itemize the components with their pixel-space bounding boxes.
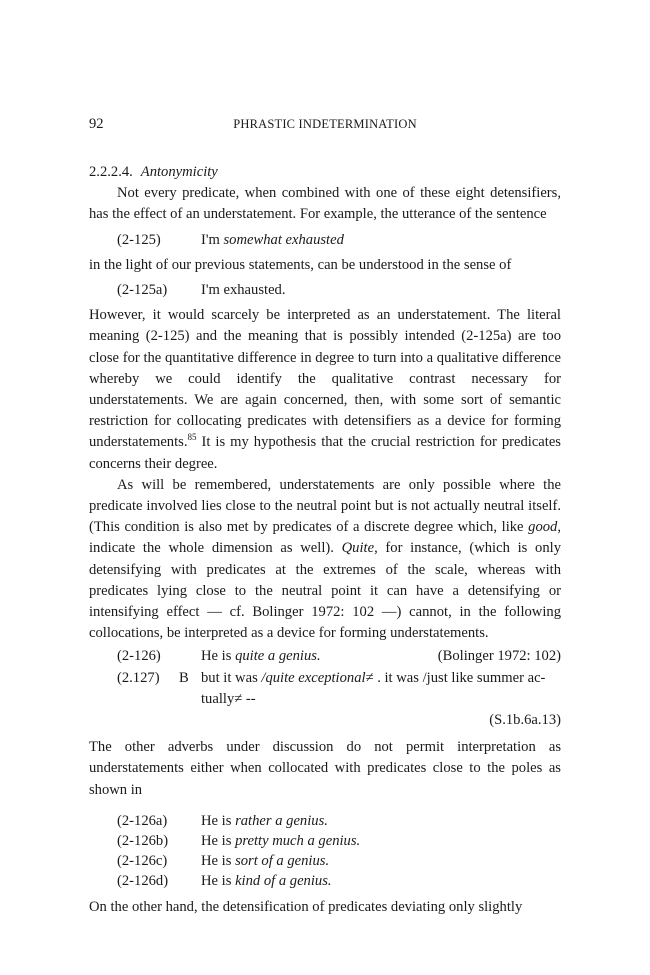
paragraph-5: On the other hand, the detensification of predicates deviating only slightly [89, 898, 523, 915]
example-2-125 [89, 230, 561, 251]
paragraph-1: Not every predicate, when combined with one of these eight detensifiers, has the effect of an understatement. For example, the utterance of the sentence [89, 185, 561, 223]
section-number: 2.2.2.4. [89, 164, 133, 180]
example-text-plain: He is [201, 812, 236, 829]
example-text: I'm exhausted. [201, 282, 286, 299]
example-text-plain: He is [201, 832, 236, 849]
example-2-126c [117, 851, 561, 871]
example-text-plain: but it was [201, 669, 262, 686]
example-text-italic: /quite exceptional≠ [261, 669, 374, 686]
example-text [201, 230, 561, 251]
example-number: (2-125a) [117, 282, 168, 299]
examples-2-126a-d [89, 811, 561, 891]
examples-2-126-2-127 [89, 646, 561, 731]
example-text [201, 831, 360, 851]
example-number: (2-125) [117, 231, 161, 248]
example-2-125a [89, 280, 561, 301]
example-2-127 [117, 668, 561, 689]
example-2-126b [117, 831, 561, 851]
speaker-label: B [179, 669, 189, 686]
paragraph-3 [89, 475, 561, 645]
example-text-tail: . it was /just like summer ac- [373, 669, 546, 686]
example-text [201, 811, 328, 831]
running-head: PHRASTIC INDETERMINATION [233, 117, 417, 131]
example-text-plain: I'm [201, 231, 224, 248]
example-2-126d [117, 871, 561, 891]
example-number: (2-126a) [117, 812, 168, 829]
paragraph-3-term-quite: Quite [341, 540, 375, 557]
section-heading [89, 162, 561, 183]
page-header [89, 114, 561, 136]
paragraph-4: The other adverbs under discussion do not permit interpretation as understatements either when collocated with predicates close to the poles as shown in [89, 739, 561, 798]
example-text-italic: quite a genius. [235, 648, 321, 665]
example-number: (2-126) [117, 648, 161, 665]
paragraph-3-term-good: good [528, 519, 558, 536]
example-text-plain: He is [201, 852, 236, 869]
page-number: 92 [89, 116, 104, 132]
corpus-reference: (S.1b.6a.13) [489, 712, 561, 729]
example-2-126a [117, 811, 561, 831]
paragraph-2-text-end: It is my hypothesis that the crucial restriction for predicates concerns their degree. [89, 434, 561, 472]
example-text [201, 851, 329, 871]
speaker-blank [179, 646, 201, 667]
footnote-reference: 85 [187, 432, 197, 443]
example-text-italic: sort of a genius. [235, 852, 330, 869]
section-title: Antonymicity [140, 164, 218, 180]
example-2-127-continuation: tually≠ -- [201, 690, 256, 707]
paragraph-continuation: in the light of our previous statements, can be understood in the sense of [89, 256, 512, 273]
document-page [89, 114, 561, 918]
example-text-italic: kind of a genius. [235, 872, 332, 889]
paragraph-3-part-1: As will be remembered, understatements are only possible where the predicate involved lies close to the neutral point but is not actually neutral itself. (This condition is also met by predicates of a discrete degree which, like [89, 476, 561, 536]
example-text-italic: rather a genius. [235, 812, 328, 829]
example-2-126 [117, 646, 561, 667]
example-text-plain: He is [201, 872, 236, 889]
paragraph-3-part-2: , indicate the whole dimension as well). [89, 519, 561, 557]
example-number: (2-126d) [117, 872, 169, 889]
example-text [201, 668, 545, 689]
paragraph-3-part-3: , for instance, (which is only detensifying with predicates at the extremes of the scale, whereas with predicates lying close to the neutral point it can have a detensifying or intensifying effect — cf. Bolinger 1972: 102 —) cannot, in the following collocations, be interpreted as a device for forming understatements. [89, 540, 562, 642]
example-source: (Bolinger 1972: 102) [437, 648, 561, 665]
example-text-italic: pretty much a genius. [235, 832, 361, 849]
example-text-italic: somewhat exhausted [223, 231, 344, 248]
paragraph-2-text: However, it would scarcely be interpreted as an understatement. The literal meaning (2-125) and the meaning that is possibly intended (2-125a) are too close for the quantitative difference in degree to turn into a qualitative difference whereby we could identify the qualitative contrast necessary for understatements. We are again concerned, then, with some sort of semantic restriction for collocating predicates with detensifiers as a device for forming understatements. [89, 307, 561, 451]
example-text [201, 646, 321, 667]
example-number: (2.127) [117, 669, 160, 686]
example-number: (2-126c) [117, 852, 168, 869]
example-text-plain: He is [201, 648, 236, 665]
example-number: (2-126b) [117, 832, 169, 849]
paragraph-2 [89, 305, 561, 475]
example-text [201, 871, 332, 891]
